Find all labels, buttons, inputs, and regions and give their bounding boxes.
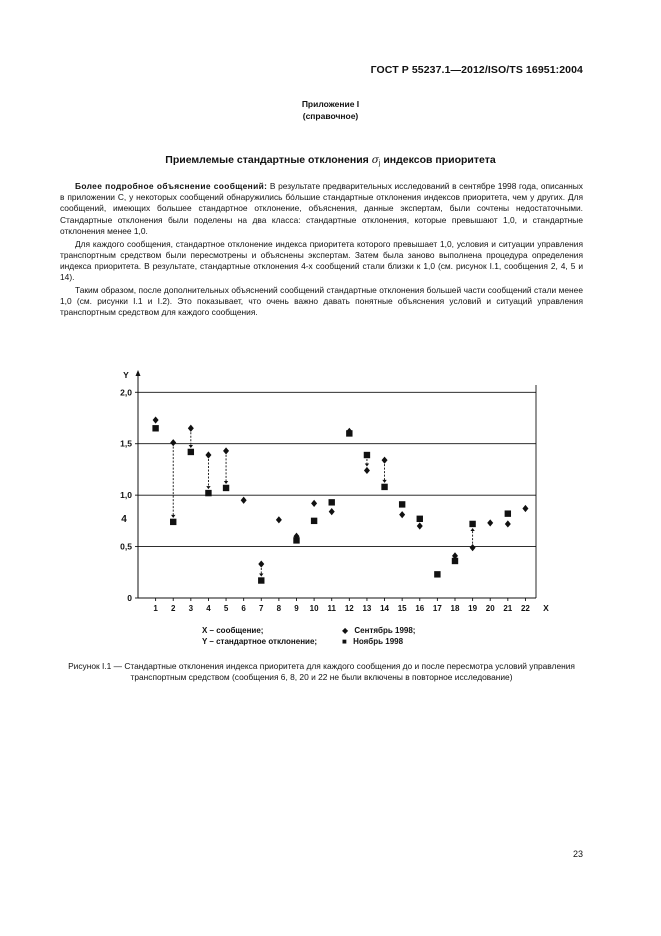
x-tick-label: 10 — [309, 604, 319, 613]
paragraph-1-lead: Более подробное объяснение сообщений: — [75, 181, 268, 191]
standard-header: ГОСТ Р 55237.1—2012/ISO/TS 16951:2004 — [370, 64, 583, 76]
x-tick-label: 2 — [170, 604, 176, 613]
point-sept-1998 — [522, 505, 528, 512]
sigma-subscript: j — [378, 160, 381, 167]
paragraph-2: Для каждого сообщения, стандартное отклонение индекса приоритета которого превышает 1,0, условия и ситуации управления транспортным средством были пересмотрены и объяснены экспертам. Затем была заново выполнена процедура определения индекса приоритета. В результате, стандартные отклонения 4-х сообщений стали близки к 1,0 (см. рисунок I.1, сообщения 2, 4, 5 и 14). — [60, 238, 583, 283]
point-nov-1998 — [223, 485, 229, 491]
legend-sept-label: Сентябрь 1998; — [354, 626, 416, 635]
point-sept-1998 — [205, 451, 211, 458]
x-tick-label: 6 — [241, 604, 246, 613]
point-sept-1998 — [153, 416, 159, 423]
figure-i1-chart — [100, 360, 549, 660]
change-arrow-head — [189, 445, 193, 448]
point-sept-1998 — [505, 520, 511, 527]
point-sept-1998 — [258, 560, 264, 567]
diamond-icon: ◆ — [342, 626, 349, 635]
extra-label: 4 — [121, 513, 127, 525]
x-tick-label: 20 — [485, 604, 495, 613]
square-icon: ■ — [342, 637, 347, 646]
y-tick-label: 1,5 — [120, 438, 132, 449]
point-sept-1998 — [311, 500, 317, 507]
sigma-symbol: σ — [371, 154, 379, 166]
section-title-end: индексов приоритета — [380, 154, 496, 166]
figure-caption: Рисунок I.1 — Стандартные отклонения индекса приоритета для каждого сообщения до и после пересмотра условий управления транспортным средством (сообщения 6, 8, 20 и 22 не были включены в повторное исследование) — [68, 661, 575, 683]
point-nov-1998 — [381, 484, 387, 490]
y-axis-arrow — [136, 370, 141, 376]
x-axis-letter: X — [543, 603, 549, 613]
point-sept-1998 — [188, 425, 194, 432]
x-tick-label: 4 — [206, 604, 211, 613]
change-arrow-head — [224, 481, 228, 484]
change-arrow-head — [382, 480, 386, 483]
x-tick-label: 7 — [259, 604, 264, 613]
x-tick-label: 12 — [344, 604, 354, 613]
legend-y-text: Y – стандартное отклонение; — [202, 637, 318, 646]
change-arrow-head — [470, 528, 474, 531]
point-sept-1998 — [329, 508, 335, 515]
point-nov-1998 — [452, 558, 458, 564]
point-sept-1998 — [364, 467, 370, 474]
point-sept-1998 — [417, 522, 423, 529]
appendix-label: Приложение I — [301, 99, 360, 109]
legend-x-text: X – сообщение; — [202, 626, 264, 635]
x-tick-label: 16 — [415, 604, 425, 613]
change-arrow-head — [206, 486, 210, 489]
paragraph-3: Таким образом, после дополнительных объяснений сообщений стандартные отклонения большей части сообщений стали менее 1,0 (см. рисунки I.1 и I.2). Это показывает, что очень важно давать понятные объяснения условий и ситуаций управления транспортным средством для каждого сообщения. — [60, 284, 583, 318]
x-tick-label: 3 — [188, 604, 194, 613]
x-tick-label: 11 — [327, 604, 336, 613]
point-nov-1998 — [311, 518, 317, 524]
point-nov-1998 — [205, 490, 211, 496]
point-sept-1998 — [487, 519, 493, 526]
point-nov-1998 — [188, 449, 194, 455]
legend-nov-label: Ноябрь 1998 — [353, 637, 404, 646]
point-sept-1998 — [382, 457, 388, 464]
point-sept-1998 — [399, 511, 405, 518]
paragraph-1 — [60, 181, 583, 237]
x-tick-label: 14 — [380, 604, 390, 613]
point-sept-1998 — [170, 439, 176, 446]
chart-legend — [196, 624, 496, 652]
point-nov-1998 — [469, 521, 475, 527]
y-axis-letter: Y — [123, 370, 129, 380]
point-nov-1998 — [434, 571, 440, 577]
page-number: 23 — [572, 849, 583, 859]
point-nov-1998 — [505, 510, 511, 516]
section-title-start: Приемлемые стандартные отклонения — [165, 154, 372, 166]
point-sept-1998 — [470, 544, 476, 551]
point-sept-1998 — [241, 497, 247, 504]
point-nov-1998 — [399, 501, 405, 507]
change-arrow-head — [259, 574, 263, 577]
x-tick-label: 21 — [503, 604, 513, 613]
body-text — [60, 181, 583, 320]
appendix-note: (справочное) — [302, 111, 359, 121]
y-tick-label: 1,0 — [120, 490, 132, 501]
point-nov-1998 — [152, 425, 158, 431]
x-tick-label: 5 — [223, 604, 229, 613]
point-nov-1998 — [417, 516, 423, 522]
point-nov-1998 — [170, 519, 176, 525]
x-tick-label: 15 — [397, 604, 407, 613]
y-tick-label: 0,5 — [120, 541, 132, 552]
point-nov-1998 — [258, 577, 264, 583]
paragraph-1-rest: В результате предварительных исследований в сентябре 1998 года, описанных в приложении С, у некоторых сообщений обнаружились бóльшие стандартные отклонения индексов приоритета, чем у других. Для сообщений, имеющих большее стандартное отклонение, объяснения, данные экспертам, были сочтены недостаточными. Стандартные отклонения были поделены на два класса: стандартные отклонения, которые превышают 1,0, и стандартные отклонения менее 1,0. — [60, 181, 583, 236]
x-tick-label: 17 — [432, 604, 442, 613]
point-nov-1998 — [346, 430, 352, 436]
x-tick-label: 22 — [520, 604, 530, 613]
y-tick-label: 0 — [127, 593, 132, 603]
section-title — [0, 154, 661, 167]
point-sept-1998 — [276, 516, 282, 523]
x-tick-label: 13 — [362, 604, 372, 613]
x-tick-label: 19 — [468, 604, 478, 613]
legend-sept-item — [342, 626, 416, 635]
x-tick-label: 9 — [294, 604, 299, 613]
change-arrow-head — [171, 515, 175, 518]
legend-nov-item — [342, 637, 404, 646]
change-arrow-head — [365, 463, 369, 466]
point-nov-1998 — [364, 452, 370, 458]
point-nov-1998 — [329, 499, 335, 505]
point-sept-1998 — [223, 447, 229, 454]
point-nov-1998 — [293, 537, 299, 543]
y-tick-label: 2,0 — [120, 387, 132, 398]
x-tick-label: 8 — [276, 604, 282, 613]
chart-svg — [100, 360, 549, 660]
x-tick-label: 1 — [153, 604, 158, 613]
x-tick-label: 18 — [450, 604, 460, 613]
appendix-heading — [0, 98, 661, 122]
